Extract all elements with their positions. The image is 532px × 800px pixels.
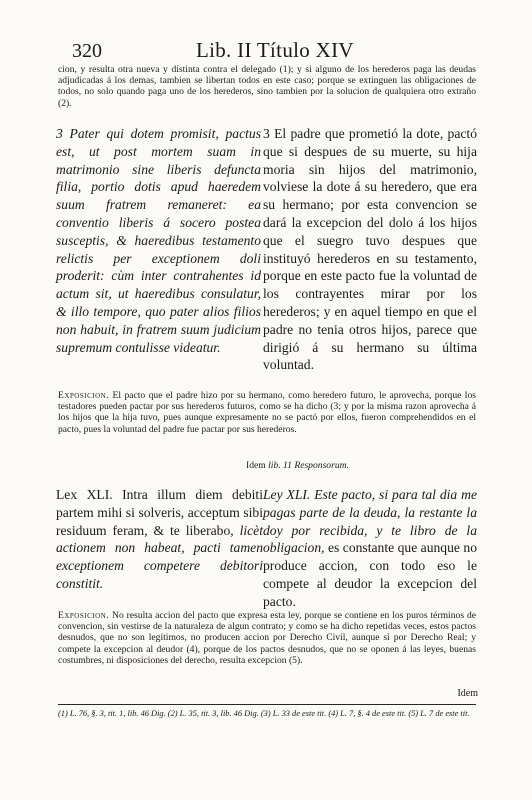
lex-41-latin-rest: licèt actionem non habeat, pacti tamen exceptionem competere debitori constitit. xyxy=(56,522,263,591)
footnote-divider xyxy=(58,704,476,705)
catchword: Idem xyxy=(457,688,478,699)
latin-text-lex-41 xyxy=(56,486,263,593)
footnotes: (1) L. 76, §. 3, tit. 1, lib. 46 Dig. (2) L. 35, tit. 3, lib. 46 Dig. (3) L. 33 de este tit. (4) L. 7, §. 4 de este tit. (5) L. 7 de este tit. xyxy=(58,709,470,718)
source-note-reference: lib. 11 Responsorum. xyxy=(268,460,349,471)
source-note-idem: Idem xyxy=(246,460,266,471)
page-number: 320 xyxy=(72,40,102,62)
source-note xyxy=(246,460,349,471)
exposicion-text: No resulta accion del pacto que expresa esta ley, porque se contiene en los puros términos de convencion, sin vestirse de la naturaleza de algun contrato; y como se ha dicho repetidas veces, estos pactos desnudos, que no son legítimos, no producen accion por Derecho Civil, aunque sí por Derecho Real; y compete la excepcion al deudor (4), porque de los pactos desnudos, que no se oponen á las leyes, buenas costumbres, ni disposiciones del derecho, resulta excepcion (5). xyxy=(58,610,477,666)
exposicion-section-3 xyxy=(58,390,476,435)
exposicion-label: Exposicion. xyxy=(58,390,110,401)
latin-text-section-3: 3 Pater qui dotem promisit, pactus est, ut post mortem suam in matrimonio sine liberis defuncta filia, portio dotis apud haeredem suum fratrem remaneret: ea conventio liberis á socero postea susceptis, & haeredibus testamento relictis per exceptionem doli proderit: cùm inter contrahentes id actum sit, ut haeredibus consulatur, & illo tempore, quo pater alios filios non habuit, in fratrem suum judicium supremum contulisse videatur. xyxy=(56,126,261,355)
spanish-text-ley-41 xyxy=(263,486,477,611)
ley-41-spanish-rest: es constante que aunque no produce accion, con todo eso le compete al deudor la excepcion del pacto. xyxy=(263,540,477,609)
spanish-text-section-3: 3 El padre que prometió la dote, pactó que si despues de su muerte, su hija moria sin hijos del matrimonio, volviese la dote á su heredero, que era su hermano; por esta convencion se dará la excepcion del dolo á los hijos que el suegro tuvo despues que instituyó herederos en su testamento, porque en este pacto fue la voluntad de los contrayentes mirar por los herederos; y en aquel tiempo en que el padre no tenia otros hijos, parece que dirigió á su hermano su última voluntad. xyxy=(263,126,477,373)
lex-41-latin-lead: Lex XLI. Intra illum diem debiti partem mihi si solveris, acceptum sibi residuum feram, & te liberabo, xyxy=(56,487,263,538)
running-header xyxy=(0,38,532,66)
running-title: Lib. II Título XIV xyxy=(196,38,354,62)
continued-paragraph: cion, y resulta otra nueva y distinta contra el delegado (1); y si alguno de los herederos paga las deudas adjudicadas á los demas, tambien se libertan todos en este caso; porque se extinguen las obligaciones de todos, no solo quando paga uno de los herederos, sino tambien por la solucion de qualquiera otro extraño (2). xyxy=(58,64,476,109)
exposicion-label: Exposicion. xyxy=(58,610,110,621)
ley-41-spanish-lead: Ley XLI. Este pacto, si para tal dia me pagas parte de la deuda, la restante la doy por recibida, y te libro de la obligacion, xyxy=(263,487,477,556)
exposicion-text: El pacto que el padre hizo por su hermano, como heredero futuro, le aprovecha, porque los testadores pueden pactar por sus herederos futuros, como se ha dicho (3; y por la misma razon aprovecha á los hijos que la hija tuvo, pues aunque expresamente no se pactó por ellos, fueron comprehendidos en el pacto, pues la voluntad del padre fue pactar por sus herederos. xyxy=(58,390,476,435)
exposicion-ley-41 xyxy=(58,610,476,666)
